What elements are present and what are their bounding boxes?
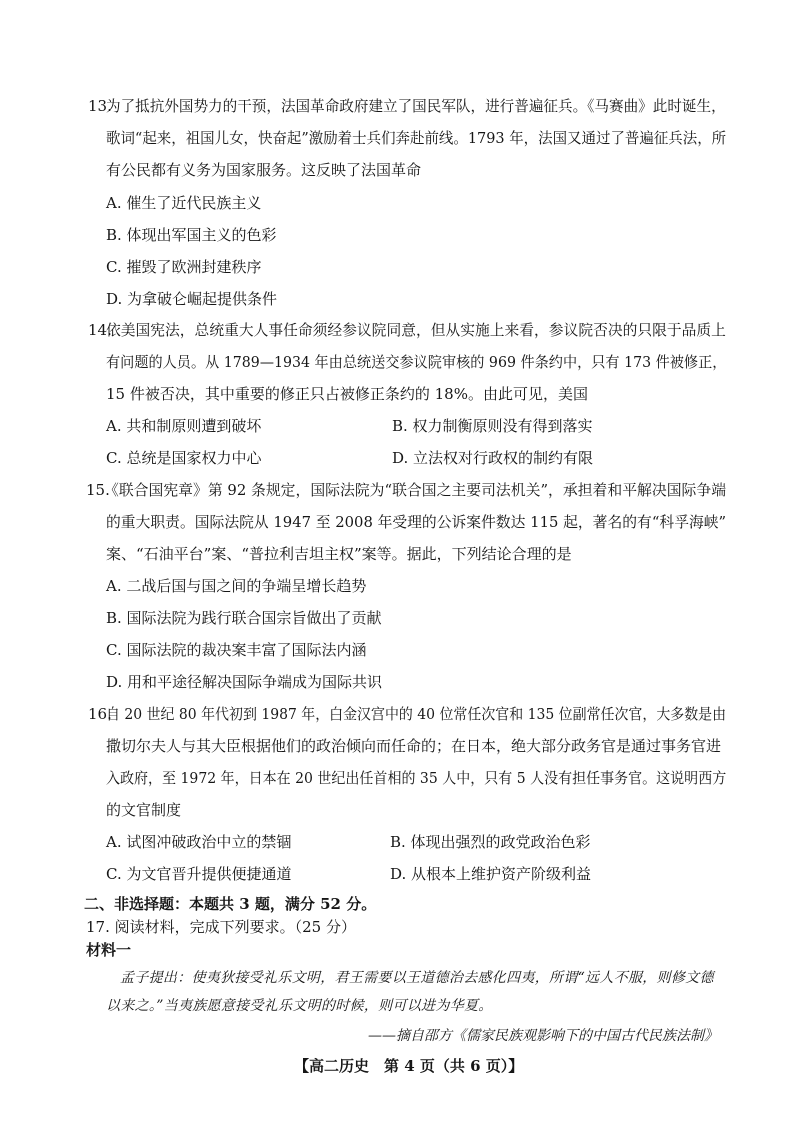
option-d: D. 为拿破仑崛起提供条件 — [106, 290, 278, 308]
option-c: C. 国际法院的裁决案丰富了国际法内涵 — [106, 641, 367, 659]
option-c: C. 总统是国家权力中心 — [106, 449, 262, 467]
question-text-line: 歌词“起来，祖国儿女，快奋起”激励着士兵们奔赴前线。1793 年，法国又通过了普遍征兵法，所 — [106, 129, 727, 147]
question-text-line: 有公民都有义务为国家服务。这反映了法国革命 — [106, 161, 422, 179]
option-b: B. 体现出军国主义的色彩 — [106, 226, 277, 244]
question-text-line: 的文官制度 — [106, 801, 182, 819]
question-text-line: 入政府，至 1972 年，日本在 20 世纪出任首相的 35 人中，只有 5 人没有担任事务官。这说明西方 — [106, 769, 727, 787]
material-text-line: 以来之。”当夷族愿意接受礼乐文明的时候，则可以进为华夏。 — [106, 998, 493, 1014]
option-c: C. 为文官晋升提供便捷通道 — [106, 865, 292, 883]
page-footer: 【高二历史 第 4 页（共 6 页）】 — [294, 1057, 524, 1075]
section-heading: 二、非选择题：本题共 3 题，满分 52 分。 — [84, 895, 377, 913]
question-text-line: 的重大职责。国际法院从 1947 至 2008 年受理的公诉案件数达 115 起，著名的有“科孚海峡” — [106, 513, 727, 531]
question-number: 16. — [88, 705, 112, 723]
question-text-line: 《联合国宪章》第 92 条规定，国际法院为“联合国之主要司法机关”，承担着和平解决国际争端 — [104, 481, 727, 499]
option-a: A. 二战后国与国之间的争端呈增长趋势 — [106, 577, 367, 595]
citation: ——摘自邵方《儒家民族观影响下的中国古代民族法制》 — [368, 1028, 718, 1044]
question-text-line: 15 件被否决，其中重要的修正只占被修正条约的 18%。由此可见，美国 — [106, 385, 588, 403]
material-label: 材料一 — [86, 941, 132, 959]
option-a: A. 共和制原则遭到破坏 — [106, 417, 262, 435]
option-a: A. 催生了近代民族主义 — [106, 194, 262, 212]
question-number: 14. — [88, 321, 112, 339]
question-text-line: 撒切尔夫人与其大臣根据他们的政治倾向而任命的；在日本，绝大部分政务官是通过事务官进 — [106, 737, 722, 755]
question-number: 13. — [88, 97, 112, 115]
option-d: D. 立法权对行政权的制约有限 — [392, 449, 594, 467]
question-number: 15. — [86, 481, 110, 499]
question-text-line: 有问题的人员。从 1789—1934 年由总统送交参议院审核的 969 件条约中，只有 173 件被修正， — [106, 353, 727, 371]
option-d: D. 从根本上维护资产阶级利益 — [390, 865, 592, 883]
question-text-line: 依美国宪法，总统重大人事任命须经参议院同意，但从实施上来看，参议院否决的只限于品质上 — [106, 321, 726, 339]
option-b: B. 体现出强烈的政党政治色彩 — [390, 833, 591, 851]
option-a: A. 试图冲破政治中立的禁锢 — [106, 833, 292, 851]
option-c: C. 摧毁了欧洲封建秩序 — [106, 258, 262, 276]
question-17-prompt: 17. 阅读材料，完成下列要求。（25 分） — [86, 918, 356, 936]
option-b: B. 国际法院为践行联合国宗旨做出了贡献 — [106, 609, 382, 627]
option-d: D. 用和平途径解决国际争端成为国际共识 — [106, 673, 383, 691]
question-text-line: 案、“石油平台”案、“普拉利吉坦主权”案等。据此，下列结论合理的是 — [106, 545, 572, 563]
question-text-line: 为了抵抗外国势力的干预，法国革命政府建立了国民军队，进行普遍征兵。《马赛曲》此时诞生， — [106, 97, 726, 115]
option-b: B. 权力制衡原则没有得到落实 — [392, 417, 593, 435]
question-text-line: 自 20 世纪 80 年代初到 1987 年，白金汉宫中的 40 位常任次官和 135 位副常任次官，大多数是由 — [106, 705, 727, 723]
material-text-line: 孟子提出：使夷狄接受礼乐文明，君王需要以王道德治去感化四夷，所谓“远人不服，则修文德 — [120, 970, 714, 986]
